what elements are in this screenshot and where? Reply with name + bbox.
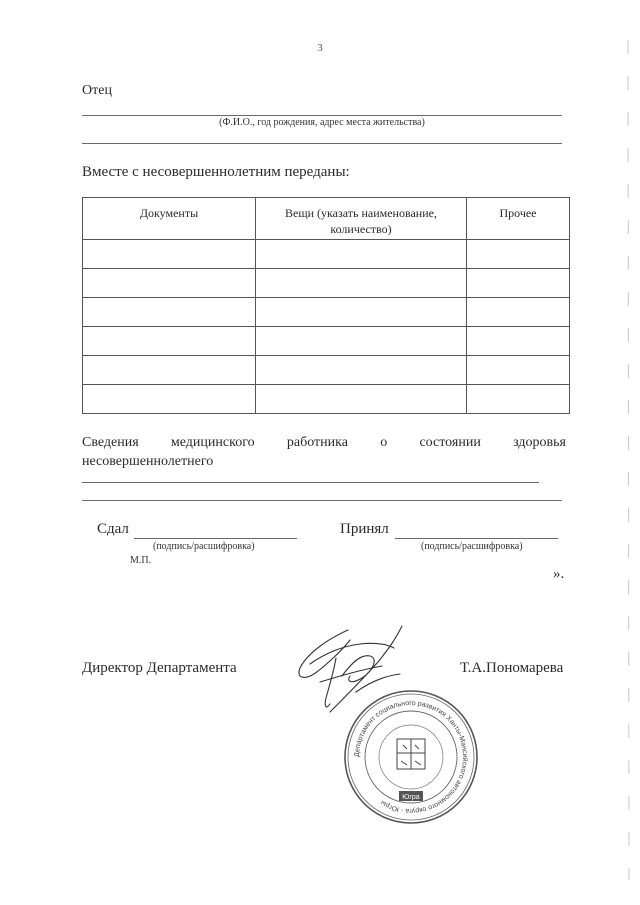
page-number: 3: [317, 42, 323, 54]
father-line: [82, 115, 562, 116]
medical-info: [82, 433, 566, 471]
column-header-other: Прочее: [467, 198, 570, 240]
table-cell: [83, 385, 256, 414]
table-cell: [83, 356, 256, 385]
medical-word: работника: [286, 435, 348, 450]
table-cell: [256, 298, 467, 327]
column-header-documents: Документы: [83, 198, 256, 240]
father-label: Отец: [82, 83, 112, 98]
table-cell: [83, 327, 256, 356]
table-row: [83, 269, 570, 298]
handed-label: Сдал: [97, 521, 129, 537]
director-name: Т.А.Пономарева: [460, 660, 564, 676]
official-seal: [341, 687, 481, 827]
handover-table: [82, 197, 570, 414]
table-cell: [256, 240, 467, 269]
scan-edge-artifact: [620, 0, 640, 905]
table-cell: [467, 240, 570, 269]
medical-word: здоровья: [513, 435, 566, 450]
stamp-place-label: М.П.: [130, 555, 152, 566]
table-cell: [83, 240, 256, 269]
table-cell: [467, 327, 570, 356]
medical-info-line-1: [82, 433, 566, 452]
handover-heading: Вместе с несовершеннолетним переданы:: [82, 164, 350, 180]
table-cell: [467, 356, 570, 385]
table-cell: [467, 269, 570, 298]
table-cell: [256, 356, 467, 385]
table-cell: [83, 298, 256, 327]
column-header-things: Вещи (указать наименование, количество): [256, 198, 467, 240]
received-hint: (подпись/расшифровка): [421, 541, 523, 552]
medical-word: состоянии: [419, 435, 481, 450]
received-signature-line: [395, 538, 558, 539]
seal-bottom-text: Югра: [402, 794, 420, 801]
father-hint: (Ф.И.О., год рождения, адрес места жительства): [219, 117, 425, 128]
table-row: [83, 385, 570, 414]
handed-hint: (подпись/расшифровка): [153, 541, 255, 552]
table-cell: [256, 327, 467, 356]
table-row: [83, 298, 570, 327]
received-label: Принял: [340, 521, 389, 537]
medical-info-line-2: несовершеннолетнего: [82, 454, 214, 469]
handed-signature-line: [134, 538, 297, 539]
table-row: [83, 327, 570, 356]
medical-word: о: [380, 435, 388, 450]
seal-ring-text: Департамент социального развития Ханты-Мансийского автономного округа - Югры: [353, 699, 469, 815]
table-cell: [467, 385, 570, 414]
closing-quote: ».: [553, 566, 565, 582]
table-header-row: [83, 198, 570, 240]
table-cell: [467, 298, 570, 327]
table-row: [83, 356, 570, 385]
medical-line-1: [82, 482, 539, 483]
table-cell: [256, 269, 467, 298]
medical-word: медицинского: [170, 435, 255, 450]
table-cell: [83, 269, 256, 298]
medical-word: Сведения: [82, 435, 139, 450]
director-title: Директор Департамента: [82, 660, 237, 676]
table-cell: [256, 385, 467, 414]
father-line-2: [82, 143, 562, 144]
table-row: [83, 240, 570, 269]
medical-line-2: [82, 500, 562, 501]
